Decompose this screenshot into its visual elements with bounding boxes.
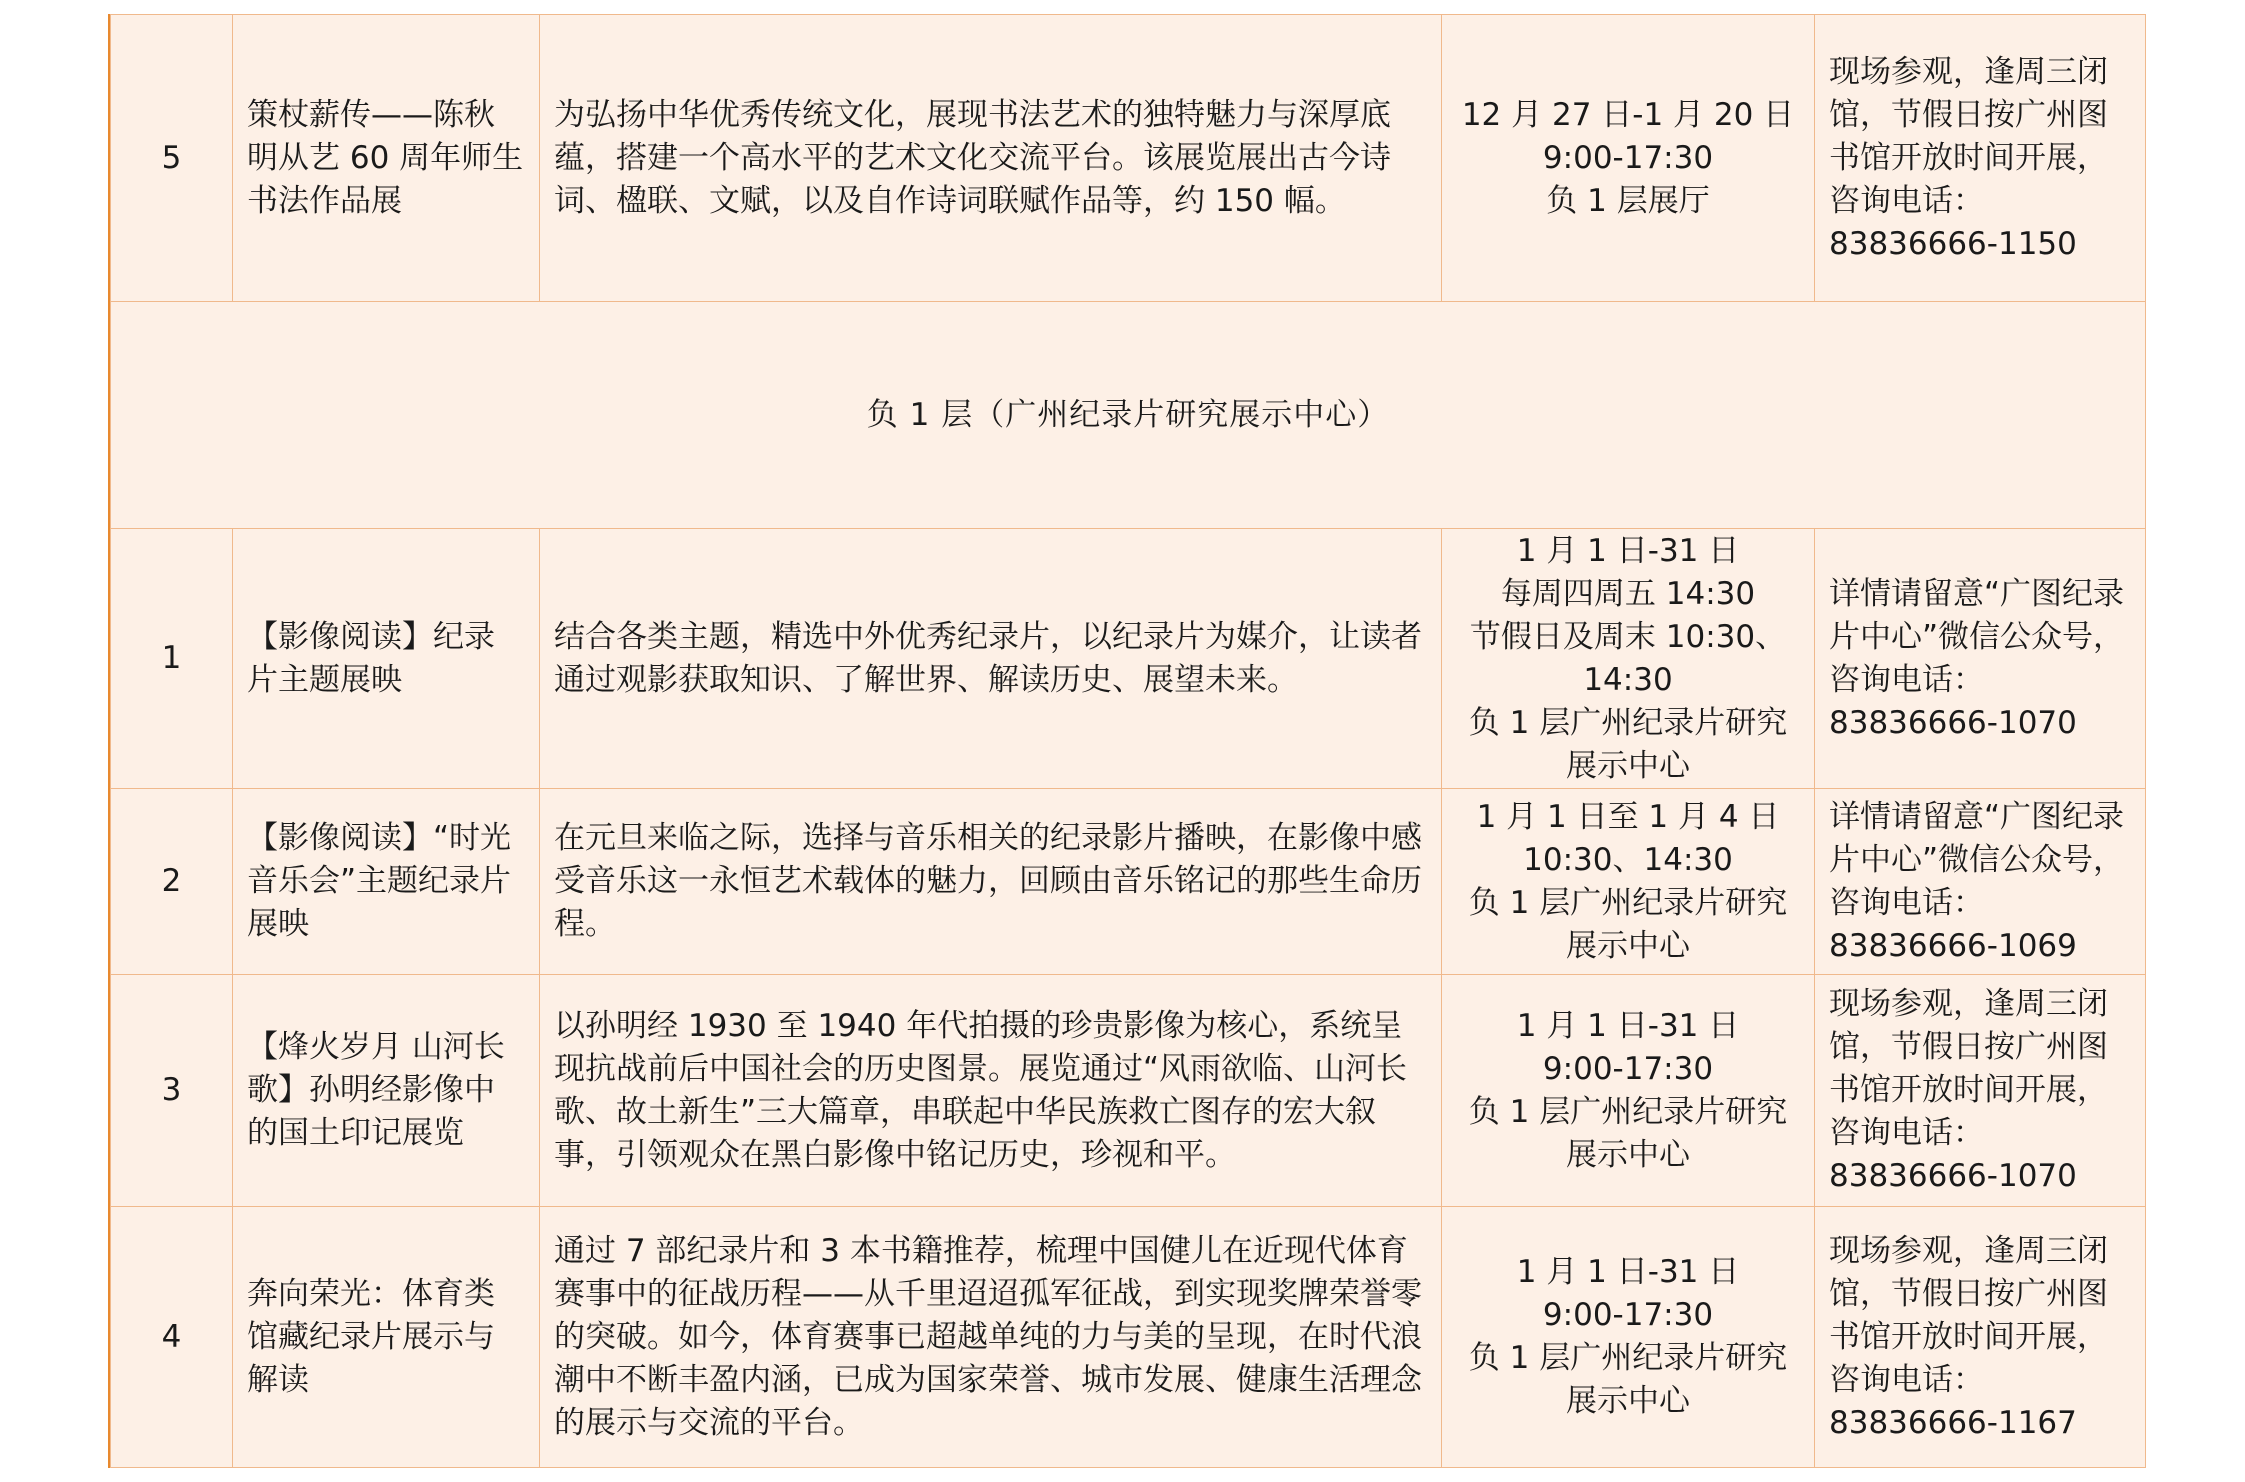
event-contact-info: 现场参观，逢周三闭馆，节假日按广州图书馆开放时间开展，咨询电话： 83836666-1167 xyxy=(1815,1207,2146,1468)
event-name: 【影像阅读】纪录片主题展映 xyxy=(233,529,540,789)
section-header-row xyxy=(111,302,2146,529)
event-name: 【烽火岁月 山河长歌】孙明经影像中的国土印记展览 xyxy=(233,975,540,1207)
event-time-location: 12 月 27 日-1 月 20 日 9:00-17:30 负 1 层展厅 xyxy=(1442,15,1815,302)
event-description: 以孙明经 1930 至 1940 年代拍摄的珍贵影像为核心，系统呈现抗战前后中国社会的历史图景。展览通过“风雨欲临、山河长歌、故土新生”三大篇章，串联起中华民族救亡图存的宏大叙事，引领观众在黑白影像中铭记历史，珍视和平。 xyxy=(540,975,1442,1207)
table-row xyxy=(111,15,2146,302)
event-contact-info: 现场参观，逢周三闭馆，节假日按广州图书馆开放时间开展，咨询电话： 83836666-1070 xyxy=(1815,975,2146,1207)
table-row xyxy=(111,529,2146,789)
table-row xyxy=(111,1207,2146,1468)
event-name: 奔向荣光：体育类馆藏纪录片展示与解读 xyxy=(233,1207,540,1468)
table-row xyxy=(111,789,2146,975)
row-number: 5 xyxy=(111,15,233,302)
event-time-location: 1 月 1 日-31 日 9:00-17:30 负 1 层广州纪录片研究展示中心 xyxy=(1442,975,1815,1207)
event-time-location: 1 月 1 日-31 日 9:00-17:30 负 1 层广州纪录片研究展示中心 xyxy=(1442,1207,1815,1468)
table-row xyxy=(111,975,2146,1207)
event-description: 为弘扬中华优秀传统文化，展现书法艺术的独特魅力与深厚底蕴，搭建一个高水平的艺术文化交流平台。该展览展出古今诗词、楹联、文赋，以及自作诗词联赋作品等，约 150 幅。 xyxy=(540,15,1442,302)
row-number: 4 xyxy=(111,1207,233,1468)
event-description: 通过 7 部纪录片和 3 本书籍推荐，梳理中国健儿在近现代体育赛事中的征战历程——从千里迢迢孤军征战，到实现奖牌荣誉零的突破。如今，体育赛事已超越单纯的力与美的呈现，在时代浪潮中不断丰盈内涵，已成为国家荣誉、城市发展、健康生活理念的展示与交流的平台。 xyxy=(540,1207,1442,1468)
event-time-location: 1 月 1 日至 1 月 4 日 10:30、14:30 负 1 层广州纪录片研究展示中心 xyxy=(1442,789,1815,975)
event-contact-info: 详情请留意“广图纪录片中心”微信公众号，咨询电话： 83836666-1070 xyxy=(1815,529,2146,789)
section-title: 负 1 层（广州纪录片研究展示中心） xyxy=(111,302,2146,529)
event-name: 策杖薪传——陈秋明从艺 60 周年师生书法作品展 xyxy=(233,15,540,302)
row-number: 2 xyxy=(111,789,233,975)
event-contact-info: 现场参观，逢周三闭馆，节假日按广州图书馆开放时间开展，咨询电话： 83836666-1150 xyxy=(1815,15,2146,302)
row-number: 1 xyxy=(111,529,233,789)
event-schedule-table xyxy=(110,14,2146,1468)
event-name: 【影像阅读】“时光音乐会”主题纪录片展映 xyxy=(233,789,540,975)
row-number: 3 xyxy=(111,975,233,1207)
event-contact-info: 详情请留意“广图纪录片中心”微信公众号，咨询电话： 83836666-1069 xyxy=(1815,789,2146,975)
event-time-location: 1 月 1 日-31 日 每周四周五 14:30 节假日及周末 10:30、 14:30 负 1 层广州纪录片研究展示中心 xyxy=(1442,529,1815,789)
event-description: 结合各类主题，精选中外优秀纪录片，以纪录片为媒介，让读者通过观影获取知识、了解世界、解读历史、展望未来。 xyxy=(540,529,1442,789)
event-description: 在元旦来临之际，选择与音乐相关的纪录影片播映，在影像中感受音乐这一永恒艺术载体的魅力，回顾由音乐铭记的那些生命历程。 xyxy=(540,789,1442,975)
